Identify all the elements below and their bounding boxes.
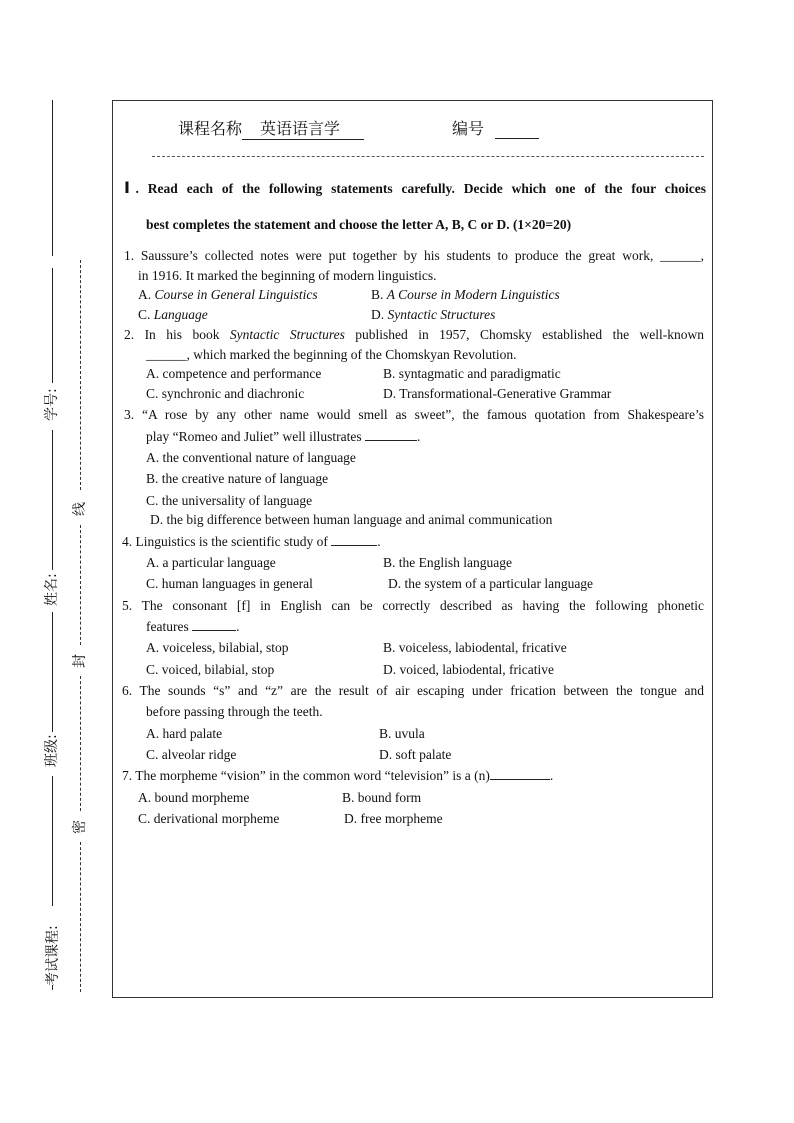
option-b: B. the English language xyxy=(383,555,512,570)
section-line-2: best completes the statement and choose the letter A, B, C or D. (1×20=20) xyxy=(146,217,572,232)
section-line-1: . Read each of the following statements carefully. Decide which one of the four choices xyxy=(135,181,707,196)
section-instruction-line2 xyxy=(146,217,706,233)
code-blank xyxy=(495,119,539,139)
seal-char-seal: 封 xyxy=(72,654,88,668)
margin-line xyxy=(52,100,53,256)
option-a: A. competence and performance xyxy=(146,366,322,381)
course-header xyxy=(178,116,364,140)
seal-char-secret: 密 xyxy=(72,820,88,834)
seal-dash-line xyxy=(80,842,81,992)
option-c: C. Language xyxy=(138,307,208,322)
course-name: 英语语言学 xyxy=(242,116,364,140)
student-id-label: 学号: xyxy=(44,388,60,421)
code-label: 编号 xyxy=(452,119,485,138)
option-c-text: Language xyxy=(153,307,208,322)
option-b: B. bound form xyxy=(342,790,422,805)
option-a: A. voiceless, bilabial, stop xyxy=(146,640,289,655)
question-text: before passing through the teeth. xyxy=(146,704,323,719)
seal-dash-line xyxy=(80,676,81,811)
section-numeral: Ⅰ xyxy=(124,178,136,197)
name-label: 姓名: xyxy=(44,573,60,606)
option-b: B. the creative nature of language xyxy=(146,471,329,486)
option-c: C. voiced, bilabial, stop xyxy=(146,662,275,677)
option-c: C. alveolar ridge xyxy=(146,747,237,762)
question-text: in 1916. It marked the beginning of modern linguistics. xyxy=(138,268,437,283)
class-label: 班级: xyxy=(44,734,60,767)
seal-dash-line xyxy=(80,260,81,490)
header-dashed-rule xyxy=(152,156,704,157)
option-c: C. synchronic and diachronic xyxy=(146,386,305,401)
option-a: A. Course in General Linguistics xyxy=(138,287,318,302)
question-text: 1. Saussure’s collected notes were put together by his students to produce the great work, ______, xyxy=(124,248,704,263)
option-d-text: Syntactic Structures xyxy=(387,307,496,322)
answer-blank xyxy=(331,532,377,546)
option-d: D. Transformational-Generative Grammar xyxy=(383,386,612,401)
option-a-text: Course in General Linguistics xyxy=(154,287,318,302)
question-text: 2. In his book Syntactic Structures published in 1957, Chomsky established the well-known xyxy=(124,327,705,342)
option-a: A. hard palate xyxy=(146,726,223,741)
option-b: B. uvula xyxy=(379,726,425,741)
answer-blank xyxy=(192,617,236,631)
margin-line xyxy=(52,985,53,990)
question-text: 3. “A rose by any other name would smell as sweet”, the famous quotation from Shakespeare’s xyxy=(124,407,704,422)
question-text: 4. Linguistics is the scientific study of . xyxy=(122,534,381,549)
margin-line xyxy=(52,268,53,383)
margin-line xyxy=(52,430,53,570)
margin-line xyxy=(52,612,53,732)
question-text: 7. The morpheme “vision” in the common word “television” is a (n) . xyxy=(122,768,554,783)
option-d: D. soft palate xyxy=(379,747,452,762)
option-a: A. bound morpheme xyxy=(138,790,250,805)
answer-blank xyxy=(365,427,417,441)
seal-dash-line xyxy=(80,525,81,645)
course-label: 课程名称 xyxy=(178,119,243,138)
question-text: features . xyxy=(146,619,240,634)
option-b: B. A Course in Modern Linguistics xyxy=(371,287,560,302)
option-d: D. Syntactic Structures xyxy=(371,307,496,322)
answer-blank xyxy=(490,766,550,780)
option-d: D. the system of a particular language xyxy=(388,576,594,591)
option-d: D. free morpheme xyxy=(344,811,443,826)
option-c: C. human languages in general xyxy=(146,576,313,591)
option-a: A. a particular language xyxy=(146,555,276,570)
question-text: play “Romeo and Juliet” well illustrates . xyxy=(146,429,421,444)
option-d: D. voiced, labiodental, fricative xyxy=(383,662,554,677)
option-b: B. voiceless, labiodental, fricative xyxy=(383,640,567,655)
option-d: D. the big difference between human language and animal communication xyxy=(150,512,553,527)
option-c: C. derivational morpheme xyxy=(138,811,280,826)
question-text: 6. The sounds “s” and “z” are the result of air escaping under frication between the tongue and xyxy=(122,683,704,698)
question-text: ______, which marked the beginning of the Chomskyan Revolution. xyxy=(146,347,517,362)
option-b: B. syntagmatic and paradigmatic xyxy=(383,366,561,381)
question-text: 5. The consonant [f] in English can be correctly described as having the following phonetic xyxy=(122,598,704,613)
code-header xyxy=(452,116,539,139)
exam-course-label: 考试课程: xyxy=(45,925,61,986)
section-instruction xyxy=(124,178,706,197)
option-a: A. the conventional nature of language xyxy=(146,450,356,465)
seal-char-line: 线 xyxy=(72,502,88,516)
option-b-text: A Course in Modern Linguistics xyxy=(386,287,560,302)
option-c: C. the universality of language xyxy=(146,493,313,508)
margin-line xyxy=(52,776,53,906)
